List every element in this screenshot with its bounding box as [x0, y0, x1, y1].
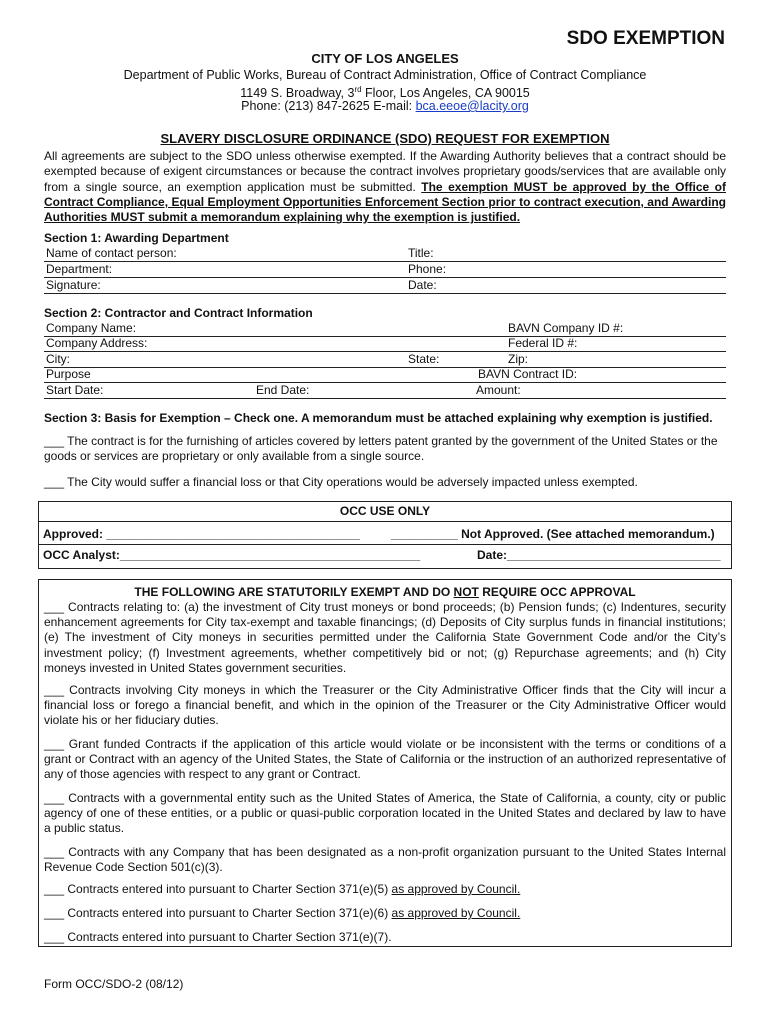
section2-heading: Section 2: Contractor and Contract Information: [44, 306, 313, 320]
address: 1149 S. Broadway, 3rd Floor, Los Angeles, CA 90015: [240, 85, 530, 101]
department-row[interactable]: Department: Phone:: [44, 262, 726, 278]
signature-row[interactable]: Signature: Date:: [44, 278, 726, 294]
approved-field[interactable]: Approved: ______________________________________: [43, 527, 360, 541]
exemption-option-patent[interactable]: ___ The contract is for the furnishing of articles covered by letters patent granted by the government of the United States or the goods or services are proprietary or only available from a single source.: [44, 434, 718, 463]
city-name: CITY OF LOS ANGELES: [311, 51, 459, 66]
intro-paragraph: All agreements are subject to the SDO unless otherwise exempted. If the Awarding Authority believes that a contract should be exempted because of exigent circumstances or because the contract involves proprietary goods/services that are available only from a single source, an exemption application must be submitted. The exemption MUST be approved by the Office of Contract Compliance, Equal Employment Opportunities Enforcement Section prior to contract execution, and Awarding Authorities MUST submit a memorandum explaining why the exemption is justified.: [44, 149, 726, 225]
statutory-exempt-box: [38, 579, 732, 947]
section3-heading: Section 3: Basis for Exemption – Check one. A memorandum must be attached explaining why exemption is justified.: [44, 411, 713, 425]
exempt-item-governmental[interactable]: ___ Contracts with a governmental entity such as the United States of America, the State of California, a county, city or public agency of one of these entities, or a public or quasi-public corporation located in the United States and declared by law to have a public status.: [44, 791, 726, 836]
not-approved-field[interactable]: __________ Not Approved. (See attached memorandum.): [391, 527, 715, 541]
city-row[interactable]: City: State: Zip:: [44, 352, 726, 368]
occ-title: OCC USE ONLY: [339, 504, 431, 518]
exempt-item-grant[interactable]: ___ Grant funded Contracts if the application of this article would violate or be inconsistent with the terms or conditions of a grant or Contract with an agency of the United States, the State of California or the instruction of an authorized representative of any of those agencies with respect to any grant or Contract.: [44, 737, 726, 782]
department-name: Department of Public Works, Bureau of Contract Administration, Office of Contract Compliance: [123, 68, 647, 82]
occ-analyst-field[interactable]: OCC Analyst:_____________________________________________: [43, 548, 421, 562]
occ-date-field[interactable]: Date:________________________________: [477, 548, 721, 562]
contact-row[interactable]: Name of contact person: Title:: [44, 246, 726, 262]
exemption-option-financial-loss[interactable]: ___ The City would suffer a financial loss or that City operations would be adversely impacted unless exempted.: [44, 475, 638, 489]
form-title: SDO EXEMPTION: [566, 28, 725, 49]
exempt-item-financial-loss[interactable]: ___ Contracts involving City moneys in which the Treasurer or the City Administrative Officer finds that the City will incur a financial loss or forego a financial benefit, and which in the opinion of the Treasurer or the City Administrative Officer would violate his or her fiduciary duties.: [44, 683, 726, 728]
form-number: Form OCC/SDO-2 (08/12): [44, 977, 184, 991]
dates-row[interactable]: Start Date: End Date: Amount:: [44, 383, 726, 399]
purpose-row[interactable]: Purpose BAVN Contract ID:: [44, 367, 726, 383]
occ-use-only-box: [38, 501, 732, 569]
email-link[interactable]: bca.eeoe@lacity.org: [415, 99, 529, 113]
exempt-item-nonprofit[interactable]: ___ Contracts with any Company that has been designated as a non-profit organization pursuant to the United States Internal Revenue Code Section 501(c)(3).: [44, 845, 726, 875]
contact-line: Phone: (213) 847-2625 E-mail: bca.eeoe@lacity.org: [241, 99, 529, 113]
exempt-item-investment[interactable]: ___ Contracts relating to: (a) the investment of City trust moneys or bond proceeds; (b) Pension funds; (c) Indentures, security enhancement agreements for City tax-exempt and taxable financings; (d) Deposits of City surplus funds in financial institutions; (e) The investment of City moneys in securities permitted under the California State Government Code and/or the City’s investment policy; (f) Investment agreements, whether competitively bid or not; (g) Repurchase agreements; and (h) City moneys invested in United States government securities.: [44, 600, 726, 675]
exempt-item-charter-e5[interactable]: ___ Contracts entered into pursuant to Charter Section 371(e)(5) as approved by Council.: [44, 882, 521, 896]
company-address-row[interactable]: Company Address: Federal ID #:: [44, 336, 726, 352]
section1-heading: Section 1: Awarding Department: [44, 231, 229, 245]
exempt-item-charter-e7[interactable]: ___ Contracts entered into pursuant to Charter Section 371(e)(7).: [44, 930, 392, 944]
exempt-item-charter-e6[interactable]: ___ Contracts entered into pursuant to Charter Section 371(e)(6) as approved by Council.: [44, 906, 521, 920]
ordinance-title: SLAVERY DISCLOSURE ORDINANCE (SDO) REQUEST FOR EXEMPTION: [160, 131, 610, 146]
company-name-row[interactable]: Company Name: BAVN Company ID #:: [44, 321, 726, 337]
exempt-title: THE FOLLOWING ARE STATUTORILY EXEMPT AND DO NOT REQUIRE OCC APPROVAL: [134, 585, 636, 599]
